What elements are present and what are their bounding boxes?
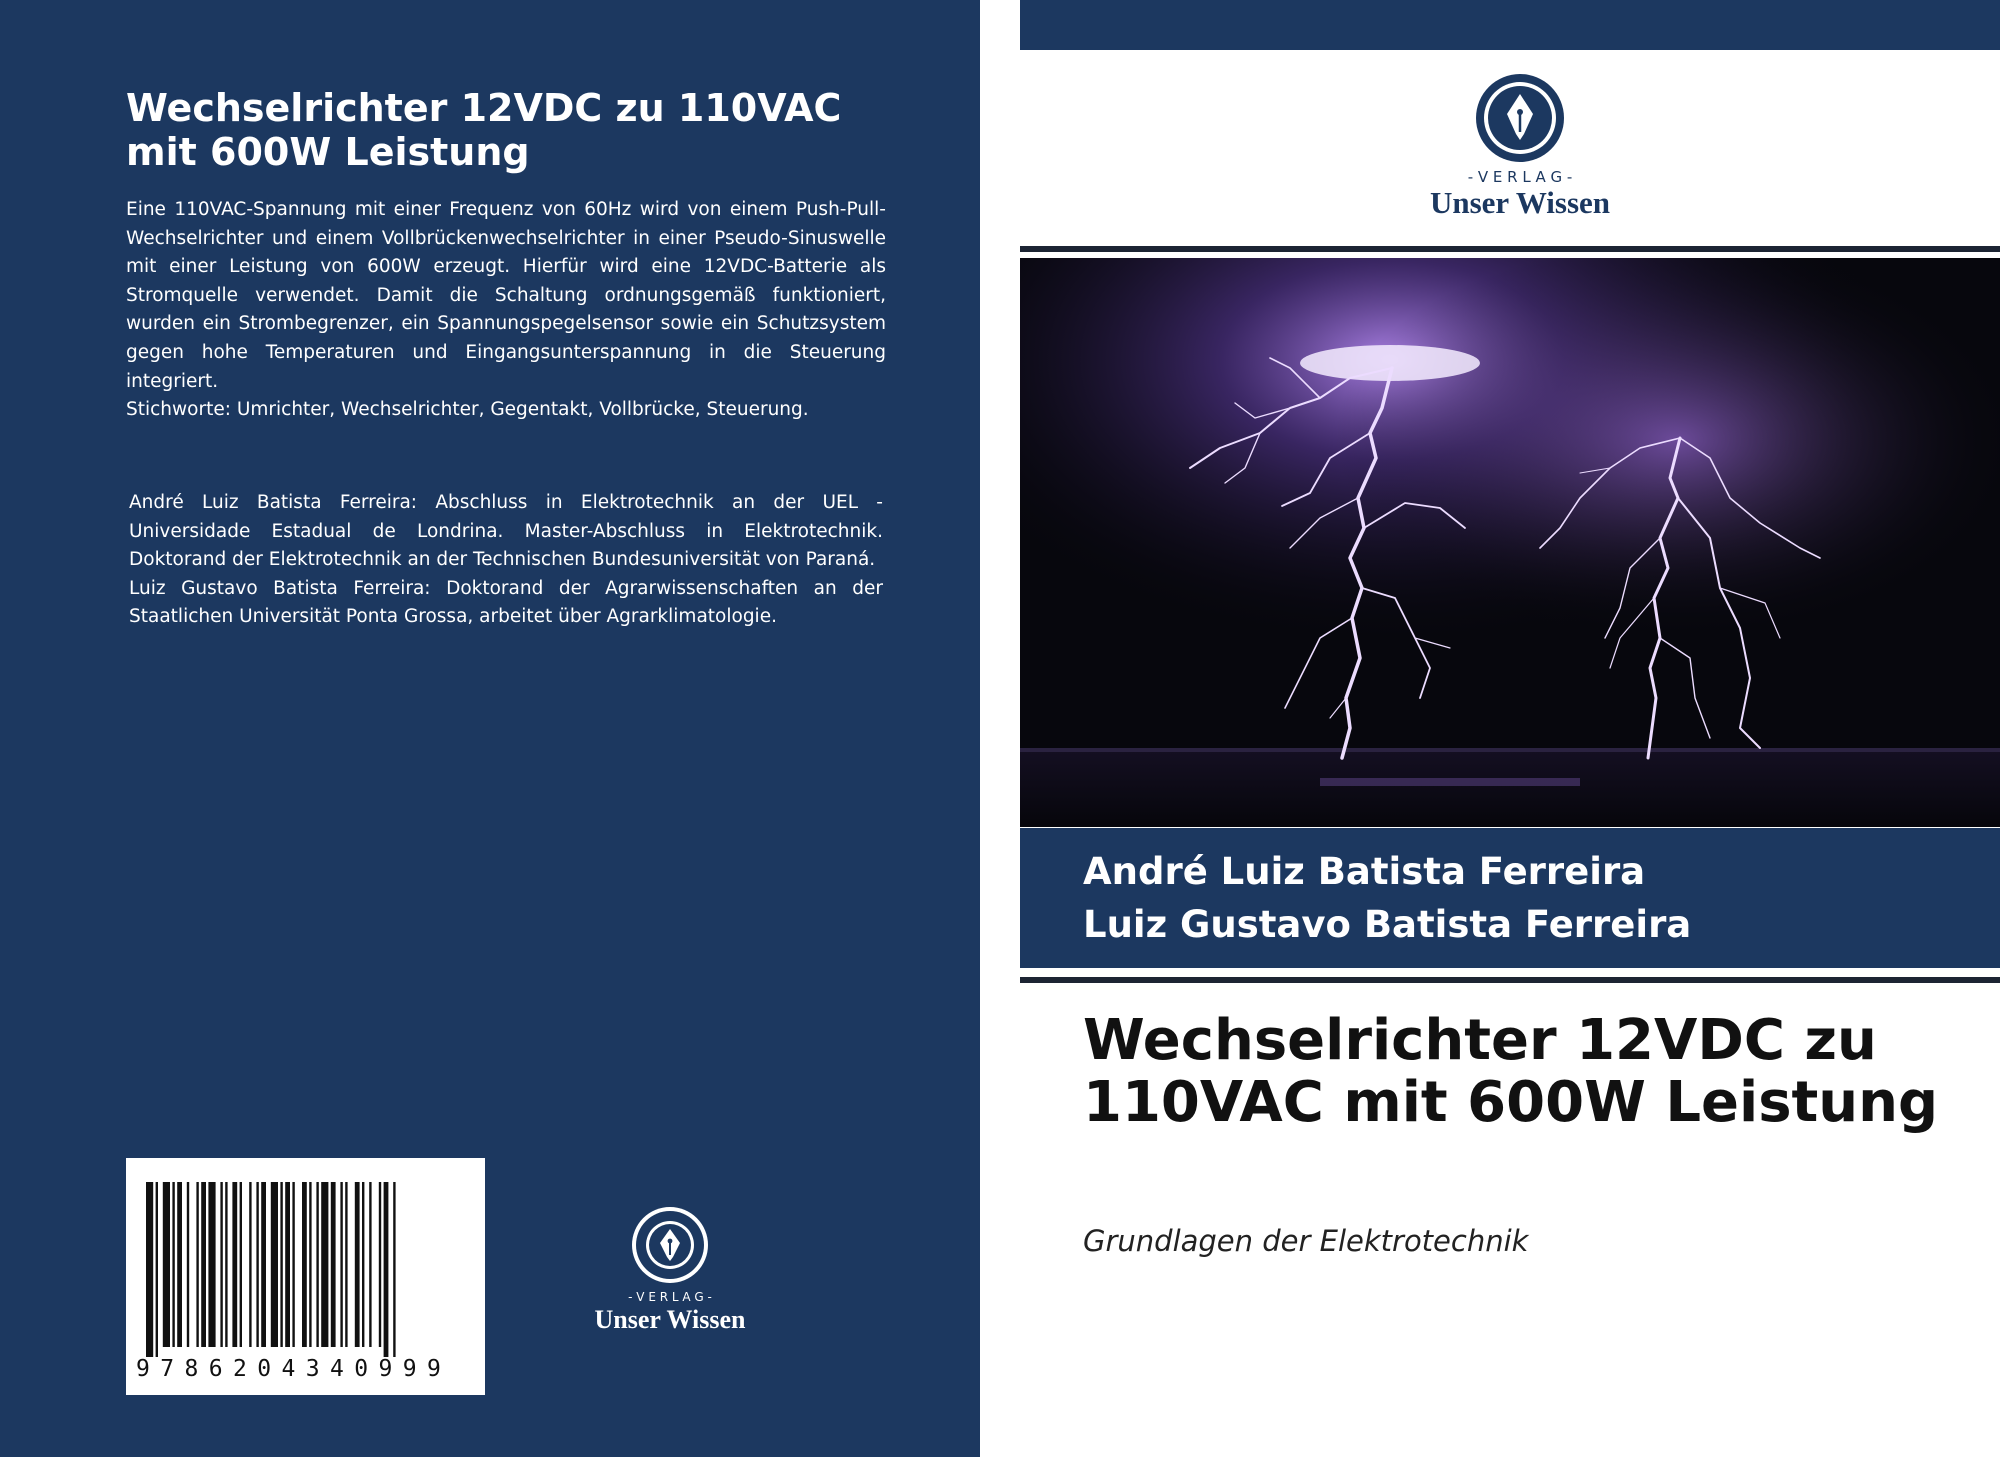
series-subtitle: Grundlagen der Elektrotechnik [1083,1224,1529,1258]
top-color-bar [1020,0,2000,50]
author-bios [129,489,883,632]
front-author-2: Luiz Gustavo Batista Ferreira [1083,903,1692,946]
isbn-barcode [126,1158,485,1395]
fountain-pen-nib-icon [1390,72,1650,222]
front-cover-title: Wechselrichter 12VDC zu 110VAC mit 600W Leistung [1083,1008,1939,1135]
publisher-name: Unser Wissen [594,1305,746,1334]
lightning-photo [1020,258,2000,827]
verlag-label: - V E R L A G - [628,1290,712,1304]
author-bio-2: Luiz Gustavo Batista Ferreira: Doktorand der Agrarwissenschaften an der Staatlichen Universität Ponta Grossa, arbeitet über Agrarklimatologie. [129,577,883,628]
abstract-text [126,196,886,425]
front-author-1: André Luiz Batista Ferreira [1083,850,1646,893]
isbn-digits: 9786204340999 [136,1356,452,1382]
publisher-logo-back [570,1205,770,1335]
publisher-name: Unser Wissen [1429,185,1611,220]
abstract-paragraph: Eine 110VAC-Spannung mit einer Frequenz von 60Hz wird von einem Push-Pull-Wechselrichter und einem Vollbrückenwechselrichter in einer Pseudo-Sinuswelle mit einer Leistung von 600W erzeugt. Hierfür wird eine 12VDC-Batterie als Stromquelle verwendet. Damit die Schaltung ordnungsgemäß funktioniert, wurden ein Strombegrenzer, ein Spannungspegelsensor sowie ein Schutzsystem gegen hohe Temperaturen und Eingangsunterspannung in die Steuerung integriert. [126,199,886,392]
fountain-pen-nib-icon [570,1205,770,1335]
back-cover [0,0,980,1457]
author-bio-1: André Luiz Batista Ferreira: Abschluss in Elektrotechnik an der UEL - Universidade Estadual de Londrina. Master-Abschluss in Elektrotechnik. Doktorand der Elektrotechnik an der Technischen Bundesuniversität von Paraná. [129,492,883,571]
rule-below-authors [1020,977,2000,983]
author-band [1020,828,2000,968]
back-cover-title: Wechselrichter 12VDC zu 110VAC mit 600W Leistung [126,86,842,174]
keywords-line: Stichworte: Umrichter, Wechselrichter, Gegentakt, Vollbrücke, Steuerung. [126,399,809,421]
rule-above-photo [1020,246,2000,252]
front-cover [1020,0,2000,1457]
publisher-logo-front [1390,72,1650,222]
verlag-label: - V E R L A G - [1467,168,1573,186]
barcode-icon [146,1182,465,1357]
